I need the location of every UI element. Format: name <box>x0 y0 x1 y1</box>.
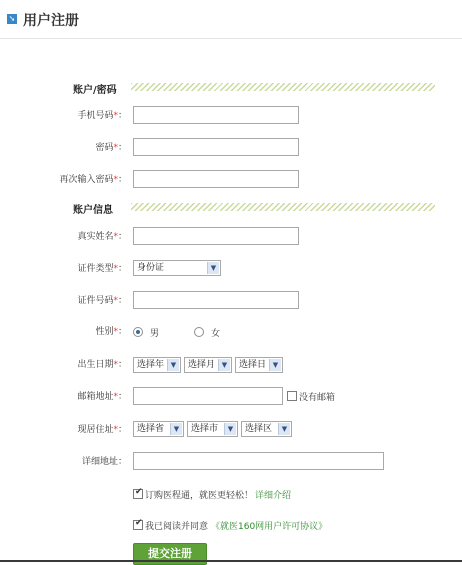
real-name-label: 真实姓名*： <box>77 232 127 242</box>
password-confirm-input[interactable] <box>133 170 299 188</box>
agreement-link[interactable]: 《就医160网用户许可协议》 <box>211 522 328 532</box>
page-title: 用户注册 <box>23 13 79 29</box>
birth-year-select[interactable]: 选择年 ▼ <box>133 357 181 373</box>
submit-button[interactable]: 提交注册 <box>133 543 207 565</box>
gender-male-label: 男 <box>150 329 160 339</box>
city-select[interactable]: 选择市 ▼ <box>187 421 238 437</box>
section-title-account: 账户/密码 <box>73 85 117 96</box>
section-title-info: 账户信息 <box>73 205 113 216</box>
chevron-down-icon: ▼ <box>278 423 290 435</box>
subscribe-checkbox[interactable] <box>133 489 143 499</box>
arrow-square-icon: ➘ <box>8 14 16 23</box>
gender-female-label: 女 <box>211 329 221 339</box>
no-email-checkbox[interactable] <box>287 391 297 401</box>
id-type-label: 证件类型*： <box>77 264 127 274</box>
id-type-select[interactable]: 身份证 ▼ <box>133 260 221 276</box>
email-input[interactable] <box>133 387 283 405</box>
gender-label: 性别*： <box>95 327 127 337</box>
province-select[interactable]: 选择省 ▼ <box>133 421 184 437</box>
no-email-label: 没有邮箱 <box>299 393 336 403</box>
birth-month-select[interactable]: 选择月 ▼ <box>184 357 232 373</box>
agreement-checkbox[interactable] <box>133 520 143 530</box>
gender-male-radio[interactable] <box>133 327 143 337</box>
subscribe-text: 订购医程通，就医更轻松！ <box>145 491 254 501</box>
radio-selected-dot <box>136 330 140 334</box>
chevron-down-icon: ▼ <box>167 359 179 371</box>
address-input[interactable] <box>133 452 384 470</box>
page-bottom-line <box>0 560 462 562</box>
birthday-label: 出生日期*： <box>77 360 127 370</box>
chevron-down-icon: ▼ <box>170 423 182 435</box>
district-select[interactable]: 选择区 ▼ <box>241 421 292 437</box>
header-divider <box>0 38 462 39</box>
phone-label: 手机号码*： <box>77 111 127 121</box>
section-divider-info <box>131 203 435 211</box>
real-name-input[interactable] <box>133 227 299 245</box>
id-number-input[interactable] <box>133 291 299 309</box>
password-label: 密码*： <box>95 143 127 153</box>
agreement-text: 我已阅读并同意 <box>145 522 209 532</box>
residence-label: 现居住址*： <box>77 425 127 435</box>
chevron-down-icon: ▼ <box>218 359 230 371</box>
chevron-down-icon: ▼ <box>207 262 219 274</box>
password-input[interactable] <box>133 138 299 156</box>
password-confirm-label: 再次输入密码*： <box>59 175 127 185</box>
address-label: 详细地址： <box>81 457 127 467</box>
email-label: 邮箱地址*： <box>77 392 127 402</box>
birth-day-select[interactable]: 选择日 ▼ <box>235 357 283 373</box>
id-number-label: 证件号码*： <box>77 296 127 306</box>
chevron-down-icon: ▼ <box>224 423 236 435</box>
check-icon: ✔ <box>135 518 143 528</box>
check-icon: ✔ <box>135 487 143 497</box>
phone-input[interactable] <box>133 106 299 124</box>
section-divider-account <box>131 83 435 91</box>
subscribe-detail-link[interactable]: 详细介绍 <box>255 491 292 501</box>
gender-female-radio[interactable] <box>194 327 204 337</box>
chevron-down-icon: ▼ <box>269 359 281 371</box>
